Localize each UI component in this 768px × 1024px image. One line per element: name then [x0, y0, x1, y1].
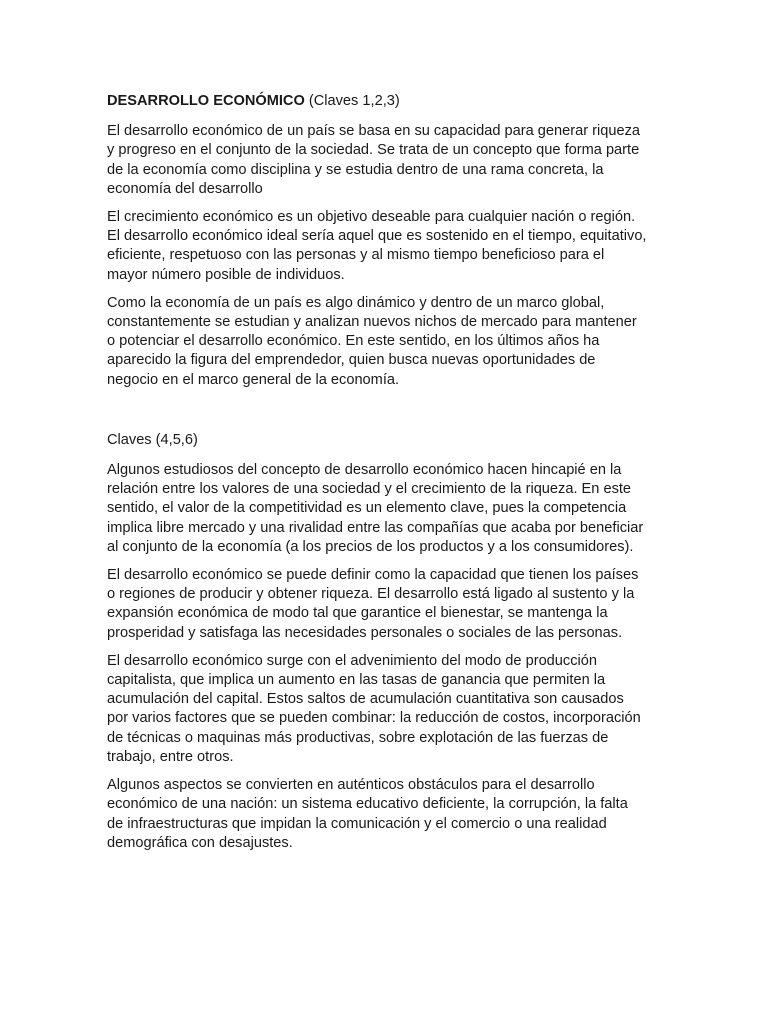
- section-1-paragraph: El desarrollo económico de un país se basa en su capacidad para generar riqueza y progreso en el conjunto de la sociedad. Se trata de un concepto que forma parte de la economía como disciplina y se estudia dentro de una rama concreta, la economía del desarrollo: [107, 123, 641, 197]
- section-2-paragraph: El desarrollo económico se puede definir como la capacidad que tienen los países o regiones de producir y obtener riqueza. El desarrollo está ligado al sustento y la expansión económica de modo tal que garantice el bienestar, se mantenga la prosperidad y satisfaga las necesidades personales o sociales de las personas.: [107, 567, 639, 641]
- section-2-paragraph: El desarrollo económico surge con el advenimiento del modo de producción capitalista, que implica un aumento en las tasas de ganancia que permiten la acumulación del capital. Estos saltos de acumulación cuantitativa son causados por varios factores que se pueden combinar: la reducción de costos, incorporación de técnicas o maquinas más productivas, sobre explotación de las fuerzas de trabajo, entre otros.: [107, 652, 641, 765]
- section-2-heading: Claves (4,5,6): [107, 431, 198, 448]
- document-body: [107, 92, 647, 862]
- section-1-paragraph: El crecimiento económico es un objetivo deseable para cualquier nación o región. El desarrollo económico ideal sería aquel que es sostenido en el tiempo, equitativo, eficiente, respetuoso con las personas y al mismo tiempo beneficioso para el mayor número posible de individuos.: [107, 209, 647, 283]
- section-2-paragraph: Algunos estudiosos del concepto de desarrollo económico hacen hincapié en la relación entre los valores de una sociedad y el crecimiento de la riqueza. En este sentido, el valor de la competitividad es un elemento clave, pues la competencia implica libre mercado y una rivalidad entre las compañías que acaba por beneficiar al conjunto de la economía (a los precios de los productos y a los consumidores).: [107, 462, 644, 555]
- section-1-title-keys: (Claves 1,2,3): [304, 93, 400, 109]
- section-1-heading: [107, 92, 647, 111]
- section-2-paragraph: Algunos aspectos se convierten en auténticos obstáculos para el desarrollo económico de una nación: un sistema educativo deficiente, la corrupción, la falta de infraestructuras que impidan la comunicación y el comercio o una realidad demográfica con desajustes.: [107, 777, 628, 851]
- section-spacer: [107, 399, 647, 431]
- section-1-paragraph: Como la economía de un país es algo dinámico y dentro de un marco global, constantemente se estudian y analizan nuevos nichos de mercado para mantener o potenciar el desarrollo económico. En este sentido, en los últimos años ha aparecido la figura del emprendedor, quien busca nuevas oportunidades de negocio en el marco general de la economía.: [107, 294, 637, 388]
- section-1-title-bold: DESARROLLO ECONÓMICO: [107, 93, 305, 109]
